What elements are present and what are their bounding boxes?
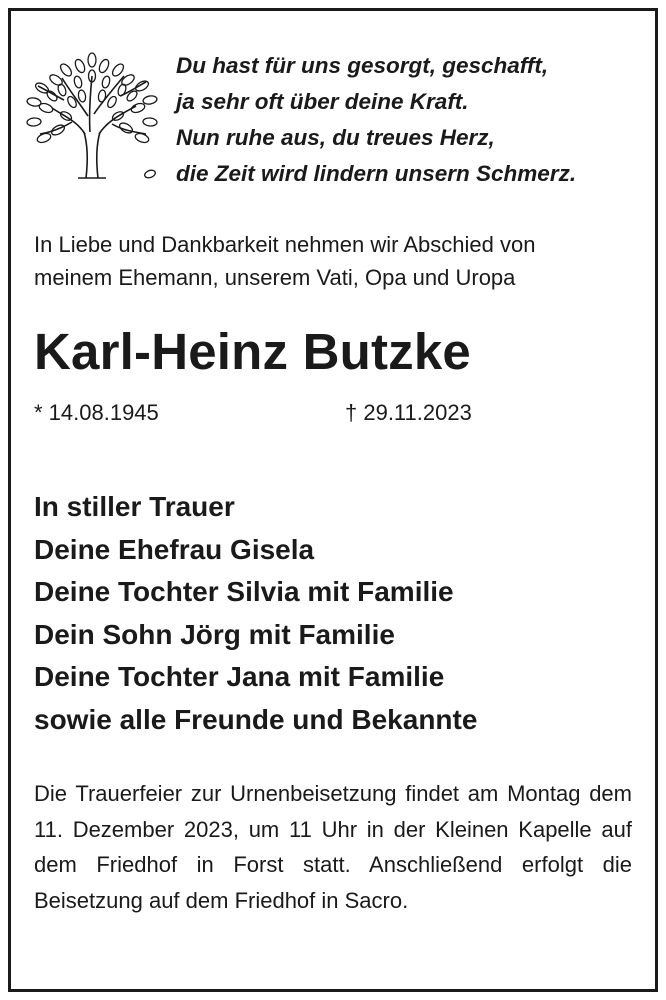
birth-date: * 14.08.1945: [34, 400, 159, 425]
poem-line: ja sehr oft über deine Kraft.: [176, 89, 469, 114]
intro-line: meinem Ehemann, unserem Vati, Opa und Uropa: [34, 265, 516, 290]
mourner-line: Deine Ehefrau Gisela: [34, 533, 315, 565]
mourner-line: sowie alle Freunde und Bekannte: [34, 703, 478, 735]
mourner-line: In stiller Trauer: [34, 491, 235, 522]
poem-line: Du hast für uns gesorgt, geschafft,: [176, 53, 549, 78]
poem: [176, 48, 576, 192]
mourner-line: Dein Sohn Jörg mit Familie: [34, 618, 395, 650]
mourner-line: Deine Tochter Jana mit Familie: [34, 661, 445, 693]
mourners-list: [34, 486, 477, 742]
intro-text: [34, 228, 644, 294]
intro-line: In Liebe und Dankbarkeit nehmen wir Abschied von: [34, 232, 536, 257]
death-date: † 29.11.2023: [345, 400, 472, 425]
tree-icon: [22, 46, 162, 186]
deceased-name: Karl-Heinz Butzke: [34, 323, 471, 380]
mourner-line: Deine Tochter Silvia mit Familie: [34, 576, 454, 608]
poem-line: Nun ruhe aus, du treues Herz,: [176, 125, 495, 150]
ceremony-info: Die Trauerfeier zur Urnenbeisetzung findet am Montag dem 11. Dezember 2023, um 11 Uhr in der Kleinen Kapelle auf dem Friedhof in Forst statt. Anschließend erfolgt die Beisetzung auf dem Friedhof in Sacro.: [34, 781, 632, 913]
poem-line: die Zeit wird lindern unsern Schmerz.: [176, 161, 577, 186]
